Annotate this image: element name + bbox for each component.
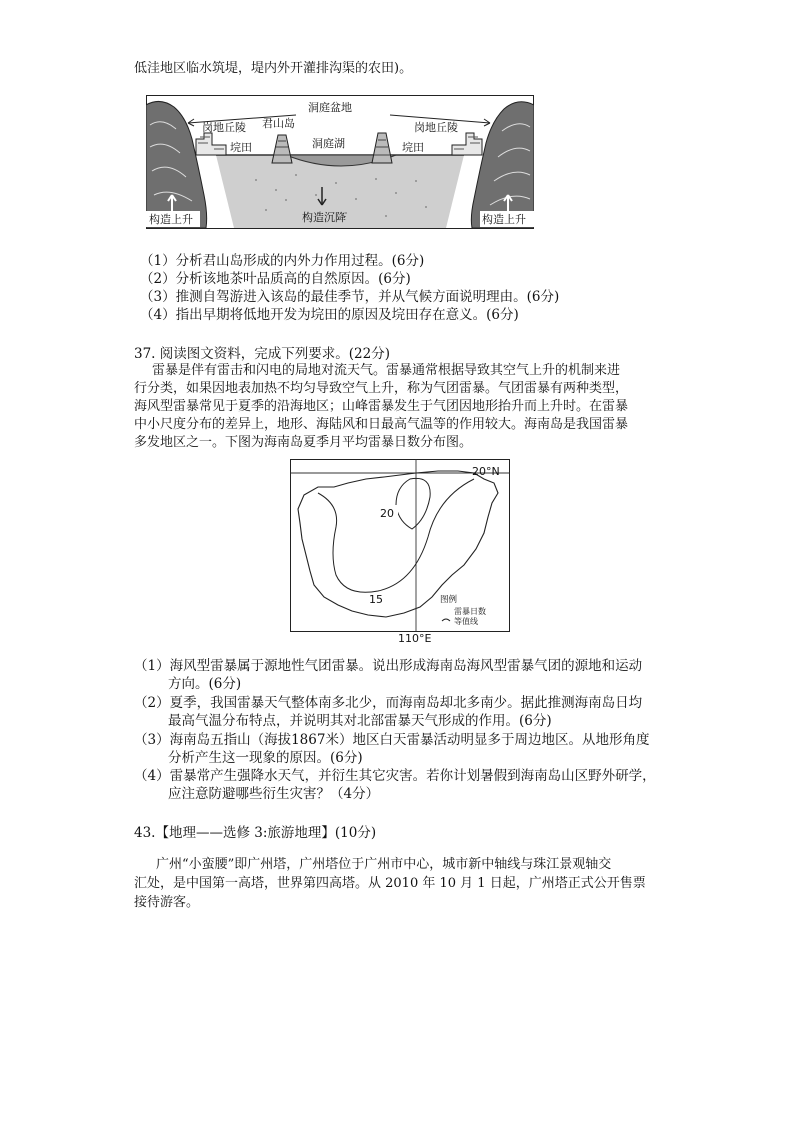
q43-paragraph-line-2: 汇处，是中国第一高塔，世界第四高塔。从 2010 年 10 月 1 日起，广州塔正式公开售票 — [134, 876, 646, 891]
q36-item-3: （3）推测自驾游进入该岛的最佳季节，并从气候方面说明理由。(6分) — [140, 289, 560, 305]
contour-label-20: 20 — [380, 507, 394, 520]
q37-item-2-line-2: 最高气温分布特点，并说明其对北部雷暴天气形成的作用。(6分) — [168, 713, 552, 729]
q36-item-1: （1）分析君山岛形成的内外力作用过程。(6分) — [140, 253, 425, 269]
q37-paragraph-line-4: 中小尺度分布的差异上，地形、海陆风和日最高气温等的作用较大。海南岛是我国雷暴 — [134, 417, 629, 432]
legend-title: 图例 — [440, 595, 458, 605]
q37-paragraph-line-5: 多发地区之一。下图为海南岛夏季月平均雷暴日数分布图。 — [134, 435, 473, 450]
q43-paragraph-line-3: 接待游客。 — [134, 895, 200, 910]
dongting-basin-diagram — [146, 95, 534, 229]
label-uplift-right: 构造上升 — [482, 213, 526, 226]
contour-label-15: 15 — [369, 593, 383, 606]
q36-item-2: （2）分析该地茶叶品质高的自然原因。(6分) — [140, 271, 411, 287]
q37-item-3-line-2: 分析产生这一现象的原因。(6分) — [168, 750, 363, 766]
label-basin: 洞庭盆地 — [308, 101, 352, 114]
q36-item-4: （4）指出早期将低地开发为垸田的原因及垸田存在意义。(6分) — [140, 307, 519, 323]
hainan-thunderstorm-map — [288, 457, 514, 645]
label-field-left: 垸田 — [230, 141, 252, 154]
label-island: 君山岛 — [262, 117, 295, 130]
q37-item-1-line-1: （1）海风型雷暴属于源地性气团雷暴。说出形成海南岛海风型雷暴气团的源地和运动 — [134, 658, 643, 674]
label-uplift-left: 构造上升 — [149, 213, 193, 226]
q37-paragraph-line-2: 行分类，如果因地表加热不均匀导致空气上升，称为气团雷暴。气团雷暴有两种类型， — [134, 381, 629, 396]
q37-item-4-line-1: （4）雷暴常产生强降水天气，并衍生其它灾害。若你计划暑假到海南岛山区野外研学， — [134, 768, 656, 784]
q43-heading: 43.【地理——选修 3:旅游地理】(10分) — [134, 825, 377, 841]
q37-item-2-line-1: （2）夏季，我国雷暴天气整体南多北少，而海南岛却北多南少。据此推测海南岛日均 — [134, 695, 643, 711]
q37-item-1-line-2: 方向。(6分) — [168, 676, 242, 692]
q37-item-4-line-2: 应注意防避哪些衍生灾害？（4分） — [168, 786, 380, 802]
q43-paragraph-line-1: 广州“小蛮腰”即广州塔，广州塔位于广州市中心，城市新中轴线与珠江景观轴交 — [156, 857, 612, 872]
latitude-label: 20°N — [472, 465, 500, 478]
legend-line-2: 等值线 — [454, 617, 478, 626]
label-lake: 洞庭湖 — [312, 137, 345, 150]
label-hill-left: 岗地丘陵 — [202, 121, 246, 134]
label-field-right: 垸田 — [402, 141, 424, 154]
longitude-label: 110°E — [398, 632, 432, 645]
q37-item-3-line-1: （3）海南岛五指山（海拔1867米）地区白天雷暴活动明显多于周边地区。从地形角度 — [134, 732, 650, 748]
label-subsidence: 构造沉降 — [302, 211, 346, 224]
q37-paragraph-line-1: 雷暴是伴有雷击和闪电的局地对流天气。雷暴通常根据导致其空气上升的机制来进 — [152, 363, 621, 378]
q37-paragraph-line-3: 海风型雷暴常见于夏季的沿海地区；山峰雷暴发生于气团因地形抬升而上升时。在雷暴 — [134, 399, 629, 414]
intro-line: 低洼地区临水筑堤，堤内外开灌排沟渠的农田)。 — [134, 61, 413, 76]
label-hill-right: 岗地丘陵 — [414, 121, 458, 134]
q37-heading: 37. 阅读图文资料，完成下列要求。(22分) — [134, 346, 390, 362]
legend-line-1: 雷暴日数 — [454, 607, 486, 616]
